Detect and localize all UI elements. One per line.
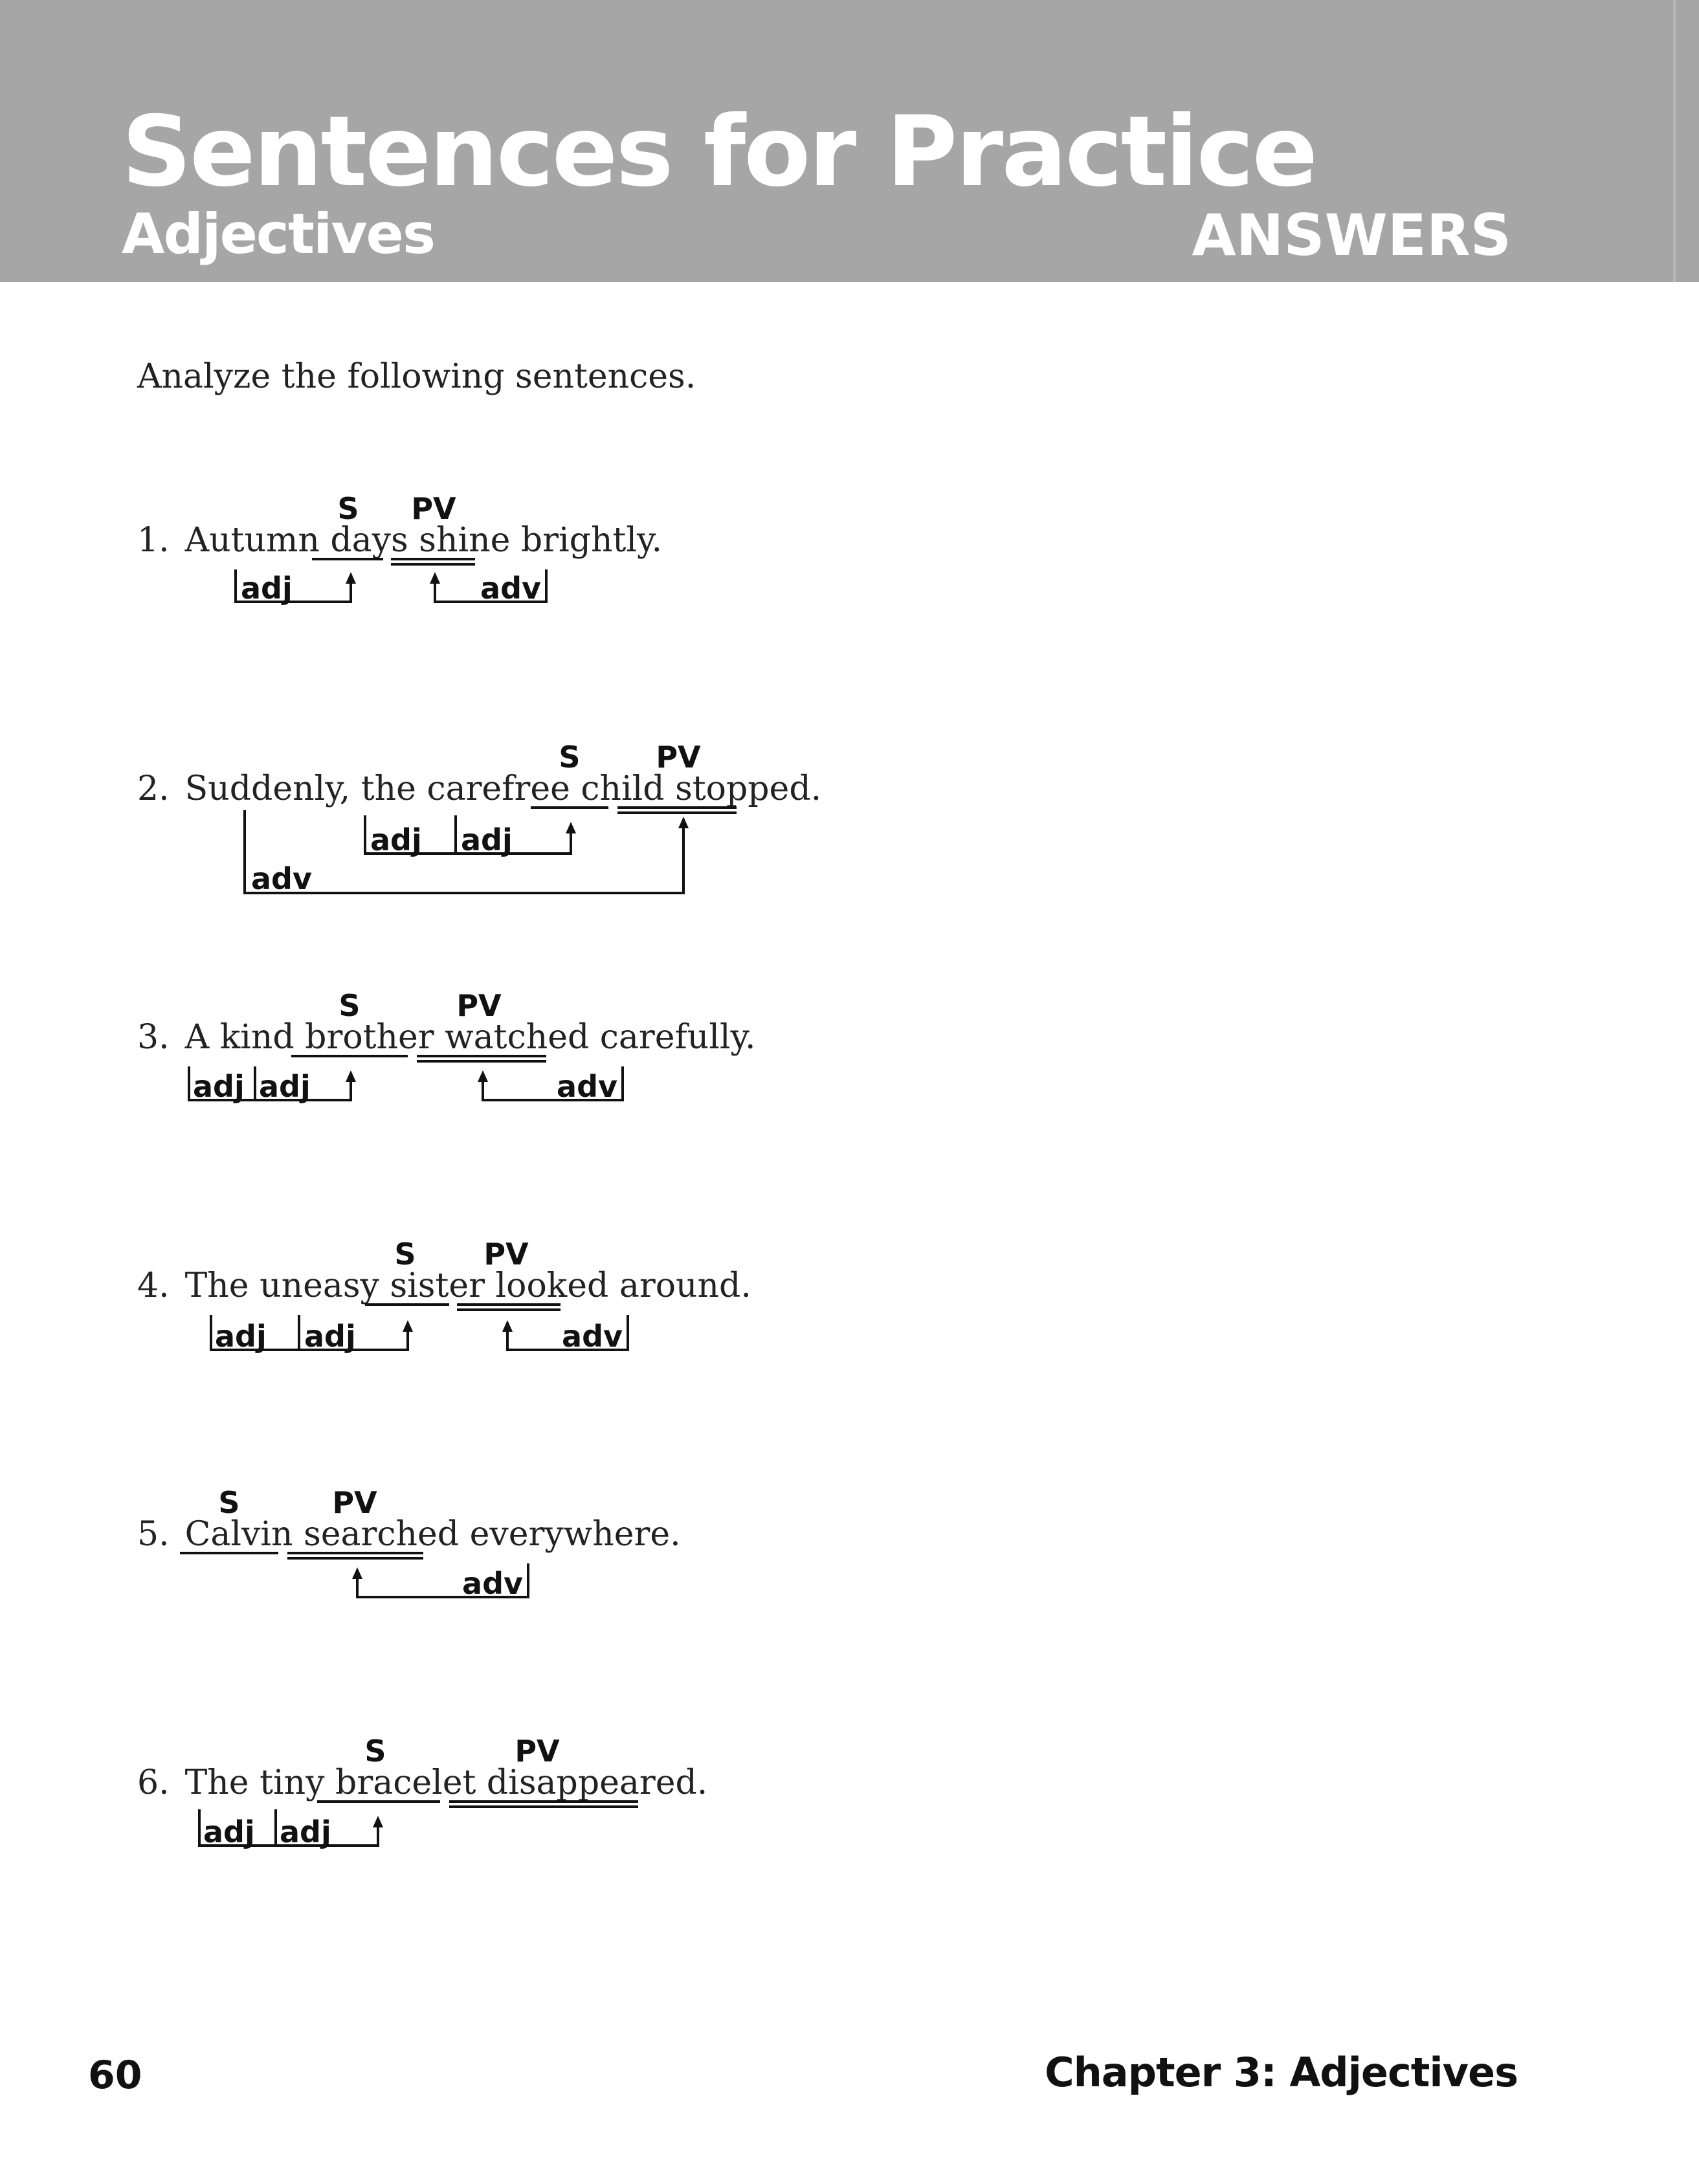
sentence-text [137,1515,681,1554]
sentence-1 [0,479,777,634]
sentence-4 [0,1224,841,1380]
subject-word: child [581,769,665,808]
page-header [0,0,1699,282]
sentence-word: brightly. [520,521,662,560]
sentence-word: Autumn [184,521,320,560]
answers-label: ANSWERS [1192,202,1511,269]
sentence-text [137,1018,756,1057]
adj-label: adj [461,822,513,857]
arrow-icon [352,1567,362,1579]
instruction-text: Analyze the following sentences. [137,357,696,396]
sentence-5 [0,1473,841,1628]
adj-label: adj [241,571,293,606]
subject-word: days [330,521,408,560]
sentence-word: tiny [260,1763,325,1802]
sentence-number: 5. [137,1515,170,1554]
subject-word: brother [305,1018,434,1057]
verb-tag: PV [332,1485,377,1520]
adv-label: adv [462,1566,523,1601]
adj-label: adj [280,1814,331,1849]
subject-tag: S [218,1485,240,1520]
chapter-label: Chapter 3: Adjectives [1045,2049,1518,2096]
page-title: Sentences for Practice [122,96,1316,208]
page-subtitle: Adjectives [122,202,435,267]
adj-label: adj [215,1319,267,1354]
adj-label: adj [304,1319,356,1354]
sentence-number: 1. [137,521,170,560]
subject-word: sister [390,1266,485,1305]
arrow-icon [373,1816,383,1827]
adv-label: adv [557,1069,617,1104]
sentence-word: carefree [427,769,570,808]
sentence-number: 3. [137,1018,170,1057]
arrow-icon [502,1320,513,1332]
adj-label: adj [203,1814,255,1849]
verb-tag: PV [456,988,502,1023]
subject-word: Calvin [184,1515,293,1554]
subject-tag: S [337,491,359,526]
sentence-text [137,769,821,808]
sentence-2 [0,727,841,909]
verb-word: searched [304,1515,460,1554]
verb-word: watched [445,1018,590,1057]
adv-label: adv [251,861,312,896]
verb-word: looked [495,1266,609,1305]
sentence-word: The [184,1763,249,1802]
sentence-text [137,521,662,560]
subject-tag: S [339,988,361,1023]
verb-tag: PV [411,491,456,526]
subject-tag: S [559,740,581,775]
arrow-icon [678,817,689,828]
header-edge [1673,0,1676,282]
subject-tag: S [394,1237,416,1272]
sentence-3 [0,976,841,1131]
sentence-word: around. [619,1266,751,1305]
sentence-word: everywhere. [469,1515,681,1554]
sentence-word: The [184,1266,249,1305]
sentence-text [137,1266,751,1305]
sentence-word: the [361,769,416,808]
sentence-word: uneasy [260,1266,379,1305]
arrow-icon [478,1070,488,1082]
sentence-word: kind [219,1018,294,1057]
adj-label: adj [370,822,422,857]
subject-tag: S [364,1734,386,1769]
sentence-number: 6. [137,1763,170,1802]
sentence-word: carefully. [599,1018,756,1057]
sentence-number: 4. [137,1266,170,1305]
sentence-number: 2. [137,769,170,808]
page-number: 60 [88,2053,142,2098]
adv-label: adv [562,1319,623,1354]
verb-word: shine [419,521,511,560]
sentence-word: Suddenly, [184,769,351,808]
adj-label: adj [193,1069,245,1104]
arrow-icon [346,572,356,584]
verb-tag: PV [515,1734,560,1769]
sentence-text [137,1763,707,1802]
subject-word: bracelet [335,1763,476,1802]
arrow-icon [430,572,440,584]
adv-label: adv [480,571,541,606]
adj-label: adj [259,1069,311,1104]
arrow-icon [346,1070,356,1082]
sentence-word: A [184,1018,210,1057]
arrow-icon [566,822,576,833]
sentence-6 [0,1721,841,1877]
verb-tag: PV [483,1237,529,1272]
verb-word: stopped. [675,769,822,808]
verb-word: disappeared. [486,1763,708,1802]
arrow-icon [403,1320,413,1332]
verb-tag: PV [656,740,701,775]
